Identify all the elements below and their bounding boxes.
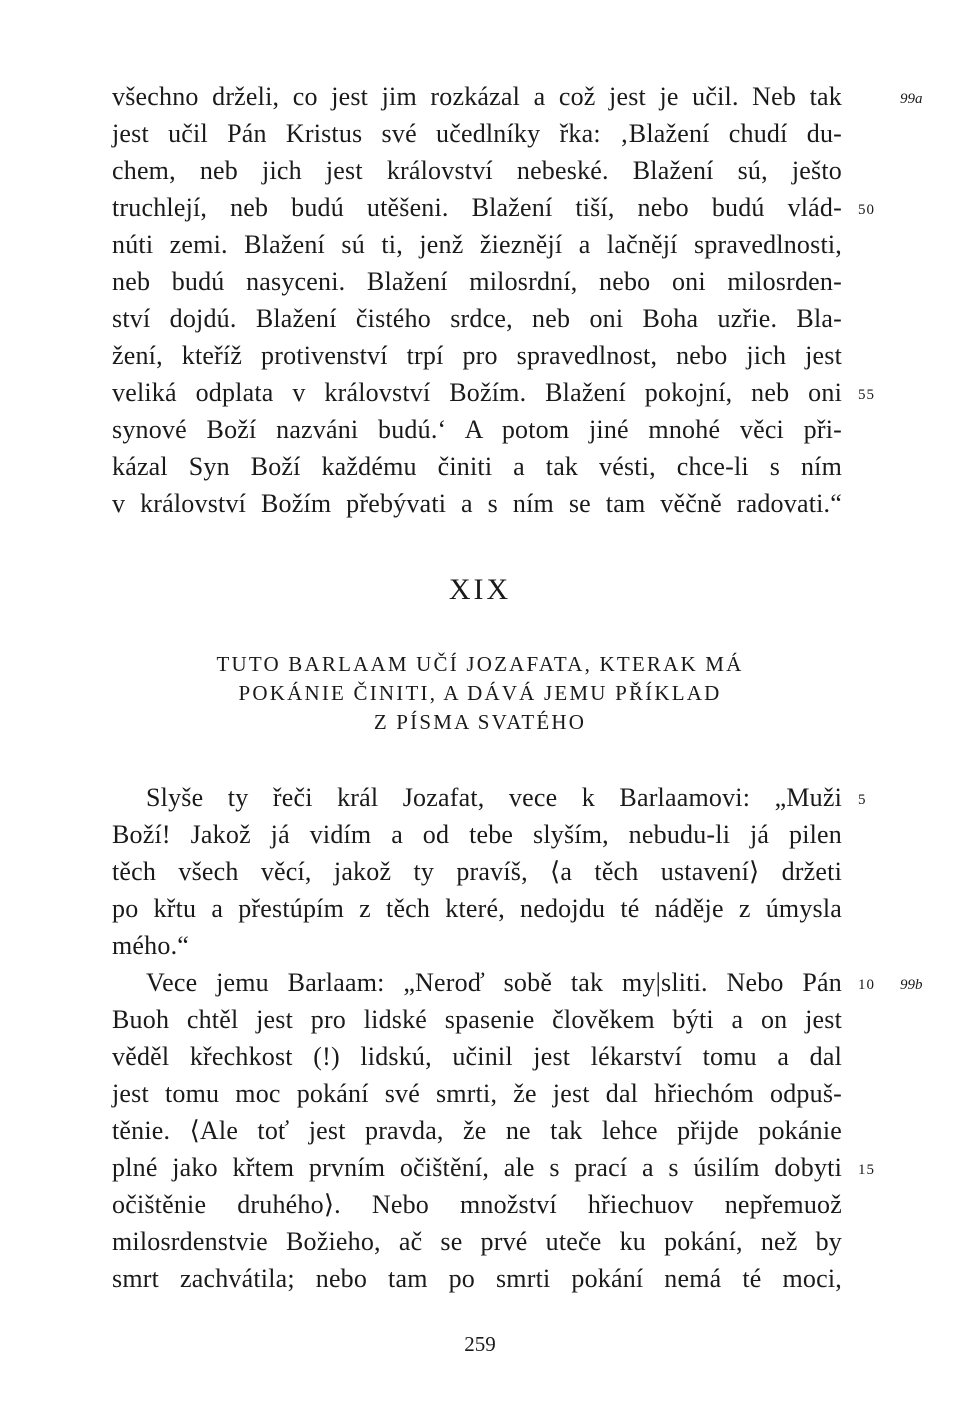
text-line: truchlejí, neb budú utěšeni. Blažení tiší, nebo budú vlád- xyxy=(112,193,842,222)
text-line: núti zemi. Blažení sú ti, jenž žieznějí a lačnějí spravedlnosti, xyxy=(112,230,842,259)
text-line: plné jako křtem prvním očištění, ale s prací a s úsilím dobyti xyxy=(112,1153,842,1182)
margin-line-number: 50 xyxy=(858,202,875,218)
text-line: kázal Syn Boží každému činiti a tak vésti, chce-li s ním xyxy=(112,452,842,481)
text-line: synové Boží nazváni budú.‘ A potom jiné mnohé věci při- xyxy=(112,415,842,444)
text-line: Buoh chtěl jest pro lidské spasenie člověkem býti a on jest xyxy=(112,1005,842,1034)
text-line: jest tomu moc pokání své smrti, že jest dal hřiechóm odpuš- xyxy=(112,1079,842,1108)
text-line: ství dojdú. Blažení čistého srdce, neb oni Boha uzřie. Bla- xyxy=(112,304,842,333)
text-line: v království Božím přebývati a s ním se tam věčně radovati.“ xyxy=(112,489,842,518)
text-line: chem, neb jich jest království nebeské. Blažení sú, ješto xyxy=(112,156,842,185)
text-line: těnie. ⟨Ale toť jest pravda, že ne tak lehce přijde pokánie xyxy=(112,1116,842,1145)
chapter-number: XIX xyxy=(448,573,512,606)
text-line: Vece jemu Barlaam: „Neroď sobě tak my|sliti. Nebo Pán xyxy=(146,968,842,997)
text-line: Boží! Jakož já vidím a od tebe slyším, nebudu-li já pilen xyxy=(112,820,842,849)
margin-folio-ref: 99b xyxy=(900,977,923,993)
text-line: po křtu a přestúpím z těch které, nedojdu té náděje z úmysla xyxy=(112,894,842,923)
text-line: smrt zachvátila; nebo tam po smrti pokání nemá té moci, xyxy=(112,1264,842,1293)
text-line: všechno drželi, co jest jim rozkázal a což jest je učil. Neb tak xyxy=(112,82,842,111)
margin-folio-ref: 99a xyxy=(900,91,923,107)
chapter-heading-line: POKÁNIE ČINITI, A DÁVÁ JEMU PŘÍKLAD xyxy=(238,681,722,705)
text-line: mého.“ xyxy=(112,931,190,960)
text-line: žení, kteříž protivenství trpí pro spravedlnost, nebo jich jest xyxy=(112,341,842,370)
margin-line-number: 15 xyxy=(858,1162,875,1178)
text-line: věděl křechkost (!) lidskú, učinil jest lékarství tomu a dal xyxy=(112,1042,842,1071)
margin-line-number: 55 xyxy=(858,387,875,403)
page-number: 259 xyxy=(464,1332,496,1356)
chapter-heading-line: Z PÍSMA SVATÉHO xyxy=(373,710,587,734)
margin-line-number: 5 xyxy=(858,792,867,808)
text-line: veliká odplata v království Božím. Blažení pokojní, neb oni xyxy=(112,378,842,407)
text-line: Slyše ty řeči král Jozafat, vece k Barlaamovi: „Muži xyxy=(146,783,842,812)
margin-line-number: 10 xyxy=(858,977,875,993)
text-line: milosrdenstvie Božieho, ač se prvé uteče ku pokání, než by xyxy=(112,1227,842,1256)
chapter-heading-line: TUTO BARLAAM UČÍ JOZAFATA, KTERAK MÁ xyxy=(216,652,744,676)
text-line: očištěnie druhého⟩. Nebo množství hřiechuov nepřemuož xyxy=(112,1190,842,1219)
text-line: neb budú nasyceni. Blažení milosrdní, nebo oni milosrden- xyxy=(112,267,842,296)
text-line: těch všech věcí, jakož ty pravíš, ⟨a těch ustavení⟩ držeti xyxy=(112,857,842,886)
text-line: jest učil Pán Kristus své učedlníky řka: ‚Blažení chudí du- xyxy=(112,119,842,148)
